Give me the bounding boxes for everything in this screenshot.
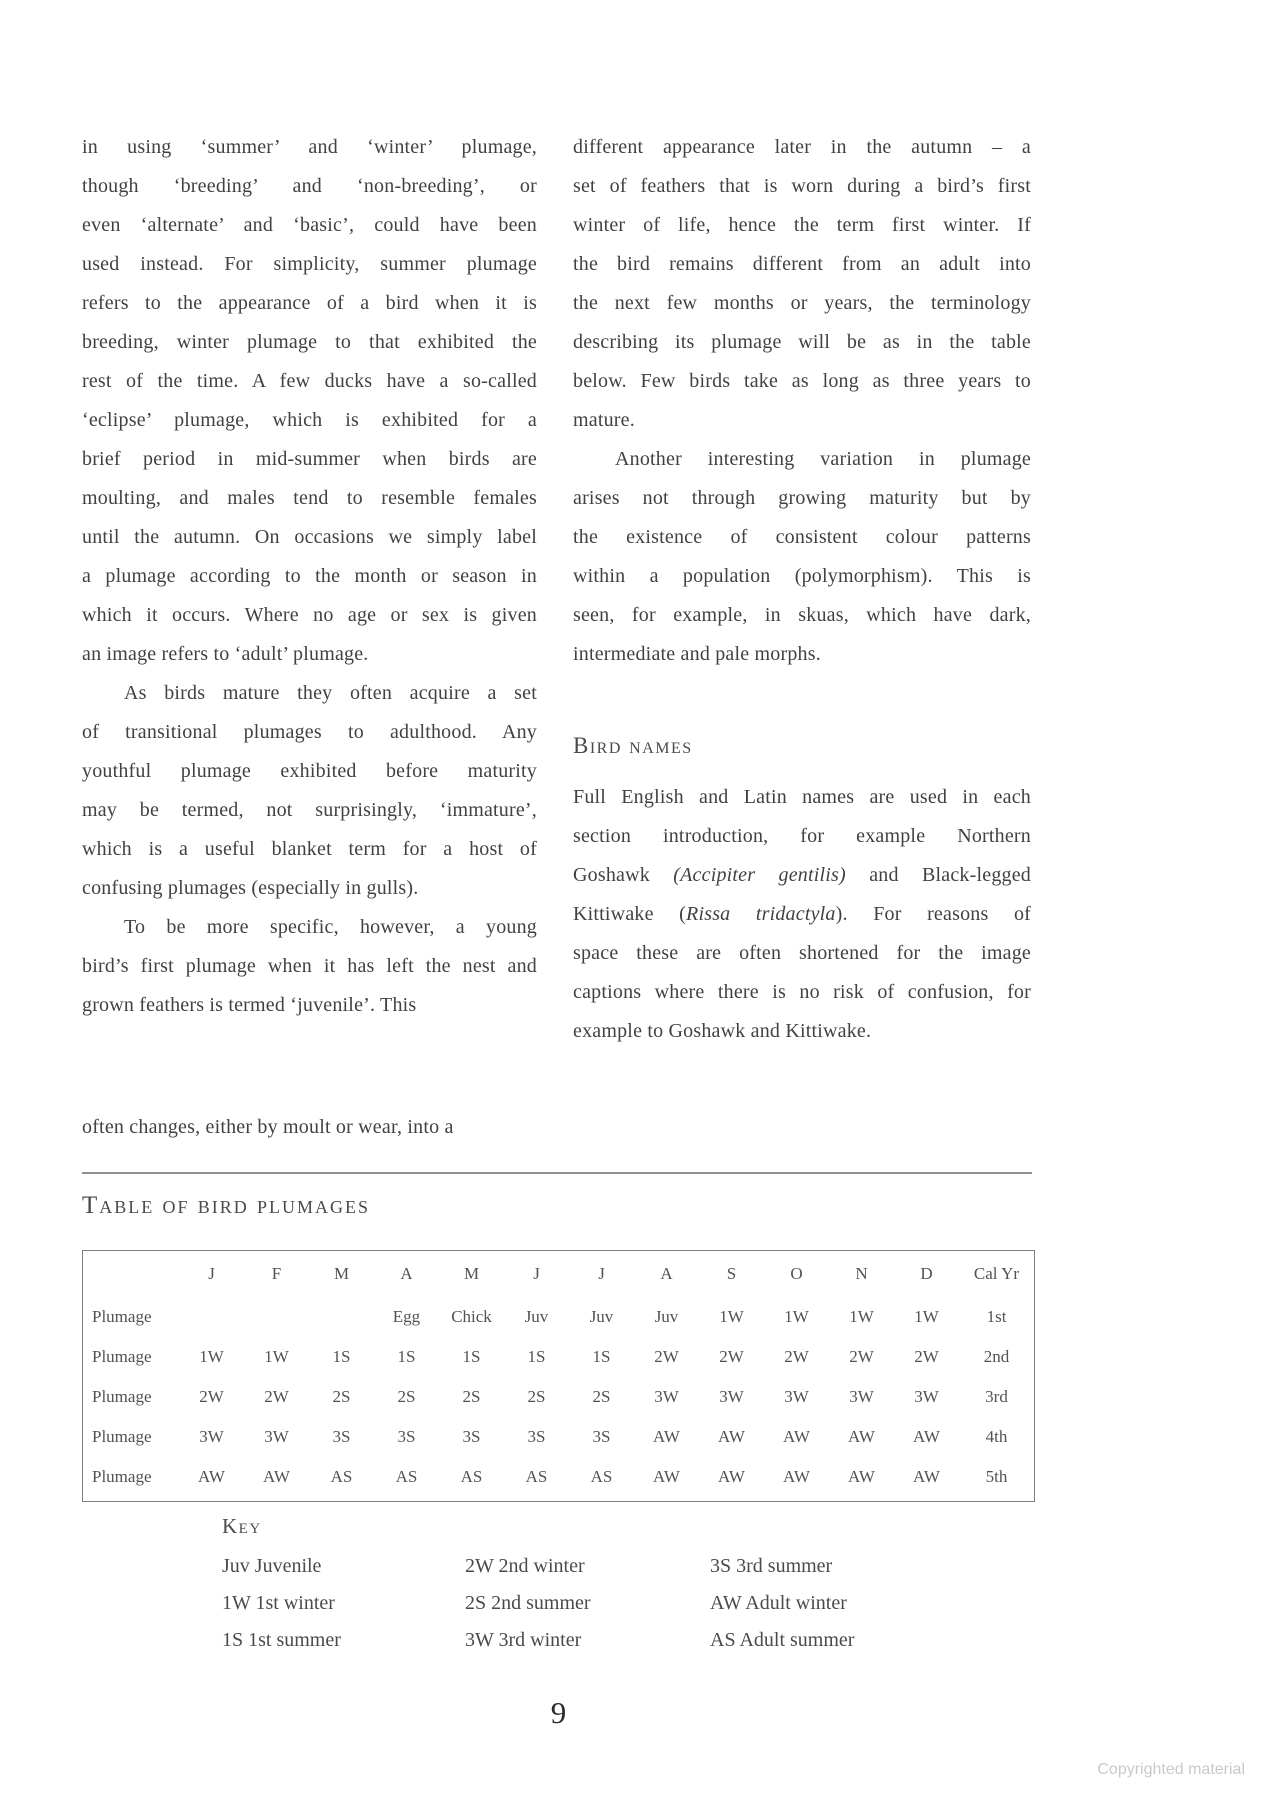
table-cell: AW (848, 1427, 875, 1446)
table-cell: 1S (592, 1347, 611, 1366)
table-header-cell: N (855, 1264, 868, 1283)
text-line: rest of the time. A few ducks have a so-called (82, 370, 537, 392)
text-segment: space these are often shortened for the image (573, 942, 1031, 964)
table-cell: 3W (719, 1387, 744, 1406)
text-line: a plumage according to the month or season in (82, 565, 537, 587)
left-column (82, 128, 537, 1025)
key-entry: 3W 3rd winter (465, 1629, 582, 1651)
latin-name: (Accipiter gentilis) (673, 864, 846, 886)
bird-names-heading: Bird names (573, 733, 693, 758)
text-line: ‘eclipse’ plumage, which is exhibited for a (82, 409, 537, 431)
table-cell: 2W (199, 1387, 224, 1406)
table-cell: 1W (784, 1307, 809, 1326)
table-header-cell: A (660, 1264, 673, 1283)
table-cell: 2S (462, 1387, 481, 1406)
key-column (222, 1548, 465, 1659)
table-cell: Juv (524, 1307, 549, 1326)
table-cell: AW (848, 1467, 875, 1486)
text-line: though ‘breeding’ and ‘non-breeding’, or (82, 175, 537, 197)
text-line (573, 934, 1031, 973)
table-cell: AW (783, 1427, 810, 1446)
text-line: the bird remains different from an adult into (573, 253, 1031, 275)
text-line: which is a useful blanket term for a host of (82, 838, 537, 860)
carryover-line: often changes, either by moult or wear, into a (82, 1116, 454, 1138)
table-header-cell: M (463, 1264, 480, 1283)
table-cell: 2S (332, 1387, 351, 1406)
table-cell: Juv (654, 1307, 679, 1326)
text-line: youthful plumage exhibited before maturity (82, 760, 537, 782)
text-line: in using ‘summer’ and ‘winter’ plumage, (82, 136, 537, 158)
text-segment: captions where there is no risk of confusion, for (573, 981, 1031, 1003)
table-header-cell: S (726, 1264, 737, 1283)
table-cell: 3W (784, 1387, 809, 1406)
table-cell: 2S (397, 1387, 416, 1406)
table-cell: 3W (199, 1427, 224, 1446)
text-line: Another interesting variation in plumage (615, 448, 1031, 470)
text-line: grown feathers is termed ‘juvenile’. This (82, 994, 417, 1016)
bird-names-paragraph (573, 778, 1031, 1051)
section-divider-rule (82, 1172, 1032, 1174)
key-entry: 2S 2nd summer (465, 1592, 591, 1614)
text-line: even ‘alternate’ and ‘basic’, could have been (82, 214, 537, 236)
table-cell: AS (590, 1467, 613, 1486)
key-entry: 3S 3rd summer (710, 1555, 833, 1577)
text-line: brief period in mid-summer when birds are (82, 448, 537, 470)
table-cell: 2W (264, 1387, 289, 1406)
table-header-cell: O (790, 1264, 803, 1283)
table-cell: 2W (914, 1347, 939, 1366)
text-line: used instead. For simplicity, summer plumage (82, 253, 537, 275)
page-number: 9 (550, 1695, 567, 1730)
table-cell: AW (913, 1427, 940, 1446)
key-column (710, 1548, 1012, 1659)
table-header-cell: Cal Yr (973, 1264, 1020, 1283)
table-cell: Chick (451, 1307, 492, 1326)
text-line: winter of life, hence the term first winter. If (573, 214, 1031, 236)
text-segment: Goshawk (573, 864, 674, 886)
table-cell: AW (718, 1467, 745, 1486)
text-line: seen, for example, in skuas, which have dark, (573, 604, 1031, 626)
table-cell: 5th (985, 1467, 1008, 1486)
table-cell: Plumage (92, 1387, 152, 1406)
table-cell: 1S (462, 1347, 481, 1366)
text-line: breeding, winter plumage to that exhibited the (82, 331, 537, 353)
copyright-watermark: Copyrighted material (1097, 1761, 1245, 1778)
table-cell: 3S (462, 1427, 481, 1446)
text-line: confusing plumages (especially in gulls). (82, 877, 419, 899)
table-cell: AW (718, 1427, 745, 1446)
key-entry: 1S 1st summer (222, 1629, 341, 1651)
key-entry: Juv Juvenile (222, 1555, 322, 1577)
text-line (573, 1012, 1031, 1051)
text-line (573, 895, 1031, 934)
table-cell: 3W (654, 1387, 679, 1406)
text-segment: and Black-legged (845, 864, 1031, 886)
table-cell: 2S (527, 1387, 546, 1406)
table-cell: Juv (589, 1307, 614, 1326)
key-entry: AS Adult summer (710, 1629, 855, 1651)
text-line: moulting, and males tend to resemble females (82, 487, 537, 509)
text-segment: section introduction, for example Northern (573, 825, 1031, 847)
text-segment: ). For reasons of (835, 903, 1032, 925)
table-cell: 1W (719, 1307, 744, 1326)
table-cell: 3S (592, 1427, 611, 1446)
text-line: refers to the appearance of a bird when it is (82, 292, 537, 314)
table-cell: AW (198, 1467, 225, 1486)
table-cell: 1S (332, 1347, 351, 1366)
table-cell: AW (263, 1467, 290, 1486)
table-cell: AS (460, 1467, 483, 1486)
table-cell: 1W (849, 1307, 874, 1326)
table-cell: AS (525, 1467, 548, 1486)
table-cell: 2W (849, 1347, 874, 1366)
text-line (573, 778, 1031, 817)
table-cell: 3W (849, 1387, 874, 1406)
table-cell: 3S (397, 1427, 416, 1446)
text-line: which it occurs. Where no age or sex is given (82, 604, 537, 626)
text-line: the next few months or years, the terminology (573, 292, 1031, 314)
table-cell: 1S (397, 1347, 416, 1366)
text-line: different appearance later in the autumn – a (573, 136, 1031, 158)
table-cell: 3S (527, 1427, 546, 1446)
table-cell: 1st (986, 1307, 1007, 1326)
table-cell: 2W (719, 1347, 744, 1366)
table-cell: Plumage (92, 1467, 152, 1486)
table-cell: 3S (332, 1427, 351, 1446)
table-header-cell: F (271, 1264, 282, 1283)
latin-name: Rissa tridactyla (686, 903, 836, 925)
right-column (573, 128, 1031, 674)
table-header-cell: J (533, 1264, 540, 1283)
plumage-table-heading: Table of bird plumages (82, 1192, 371, 1219)
text-line (573, 973, 1031, 1012)
table-cell: 3W (264, 1427, 289, 1446)
table-header-cell: J (598, 1264, 605, 1283)
table-cell: AW (653, 1467, 680, 1486)
key-entry: 2W 2nd winter (465, 1555, 585, 1577)
table-cell: 1S (527, 1347, 546, 1366)
table-cell: Plumage (92, 1347, 152, 1366)
table-header-cell: M (333, 1264, 350, 1283)
text-segment: Kittiwake ( (573, 903, 687, 925)
text-line (573, 817, 1031, 856)
text-line: below. Few birds take as long as three years to (573, 370, 1031, 392)
key-heading: Key (222, 1514, 262, 1538)
table-cell: 2S (592, 1387, 611, 1406)
text-line: mature. (573, 409, 635, 431)
table-cell: 3W (914, 1387, 939, 1406)
table-cell: 2W (654, 1347, 679, 1366)
table-header-cell: J (208, 1264, 215, 1283)
text-line: arises not through growing maturity but by (573, 487, 1031, 509)
table-cell: AW (783, 1467, 810, 1486)
key-columns (222, 1548, 1012, 1659)
text-line (573, 856, 1031, 895)
key-entry: 1W 1st winter (222, 1592, 335, 1614)
table-cell: AW (913, 1467, 940, 1486)
text-line: may be termed, not surprisingly, ‘immature’, (82, 799, 537, 821)
text-line: set of feathers that is worn during a bird’s first (573, 175, 1031, 197)
table-cell: AS (330, 1467, 353, 1486)
text-line: As birds mature they often acquire a set (124, 682, 537, 704)
table-cell: AW (653, 1427, 680, 1446)
text-line: describing its plumage will be as in the table (573, 331, 1031, 353)
table-cell: AS (395, 1467, 418, 1486)
text-line: To be more specific, however, a young (124, 916, 537, 938)
table-header-cell: A (400, 1264, 413, 1283)
table-cell: 2nd (983, 1347, 1010, 1366)
key-column (465, 1548, 710, 1659)
text-line: the existence of consistent colour patterns (573, 526, 1031, 548)
text-line: intermediate and pale morphs. (573, 643, 821, 665)
table-cell: Plumage (92, 1307, 152, 1326)
text-line: until the autumn. On occasions we simply label (82, 526, 537, 548)
text-line: within a population (polymorphism). This is (573, 565, 1031, 587)
text-segment: Full English and Latin names are used in each (573, 786, 1031, 808)
table-cell: 3rd (985, 1387, 1008, 1406)
key-entry: AW Adult winter (710, 1592, 847, 1614)
text-line: bird’s first plumage when it has left the nest and (82, 955, 537, 977)
table-cell: Egg (392, 1307, 421, 1326)
text-line: an image refers to ‘adult’ plumage. (82, 643, 369, 665)
plumage-table (82, 1250, 1035, 1502)
table-cell: 4th (985, 1427, 1008, 1446)
text-segment: example to Goshawk and Kittiwake. (573, 1020, 872, 1042)
table-cell: Plumage (92, 1427, 152, 1446)
table-header-cell: D (920, 1264, 933, 1283)
table-cell: 2W (784, 1347, 809, 1366)
table-cell: 1W (914, 1307, 939, 1326)
table-cell: 1W (264, 1347, 289, 1366)
table-cell: 1W (199, 1347, 224, 1366)
text-line: of transitional plumages to adulthood. Any (82, 721, 537, 743)
